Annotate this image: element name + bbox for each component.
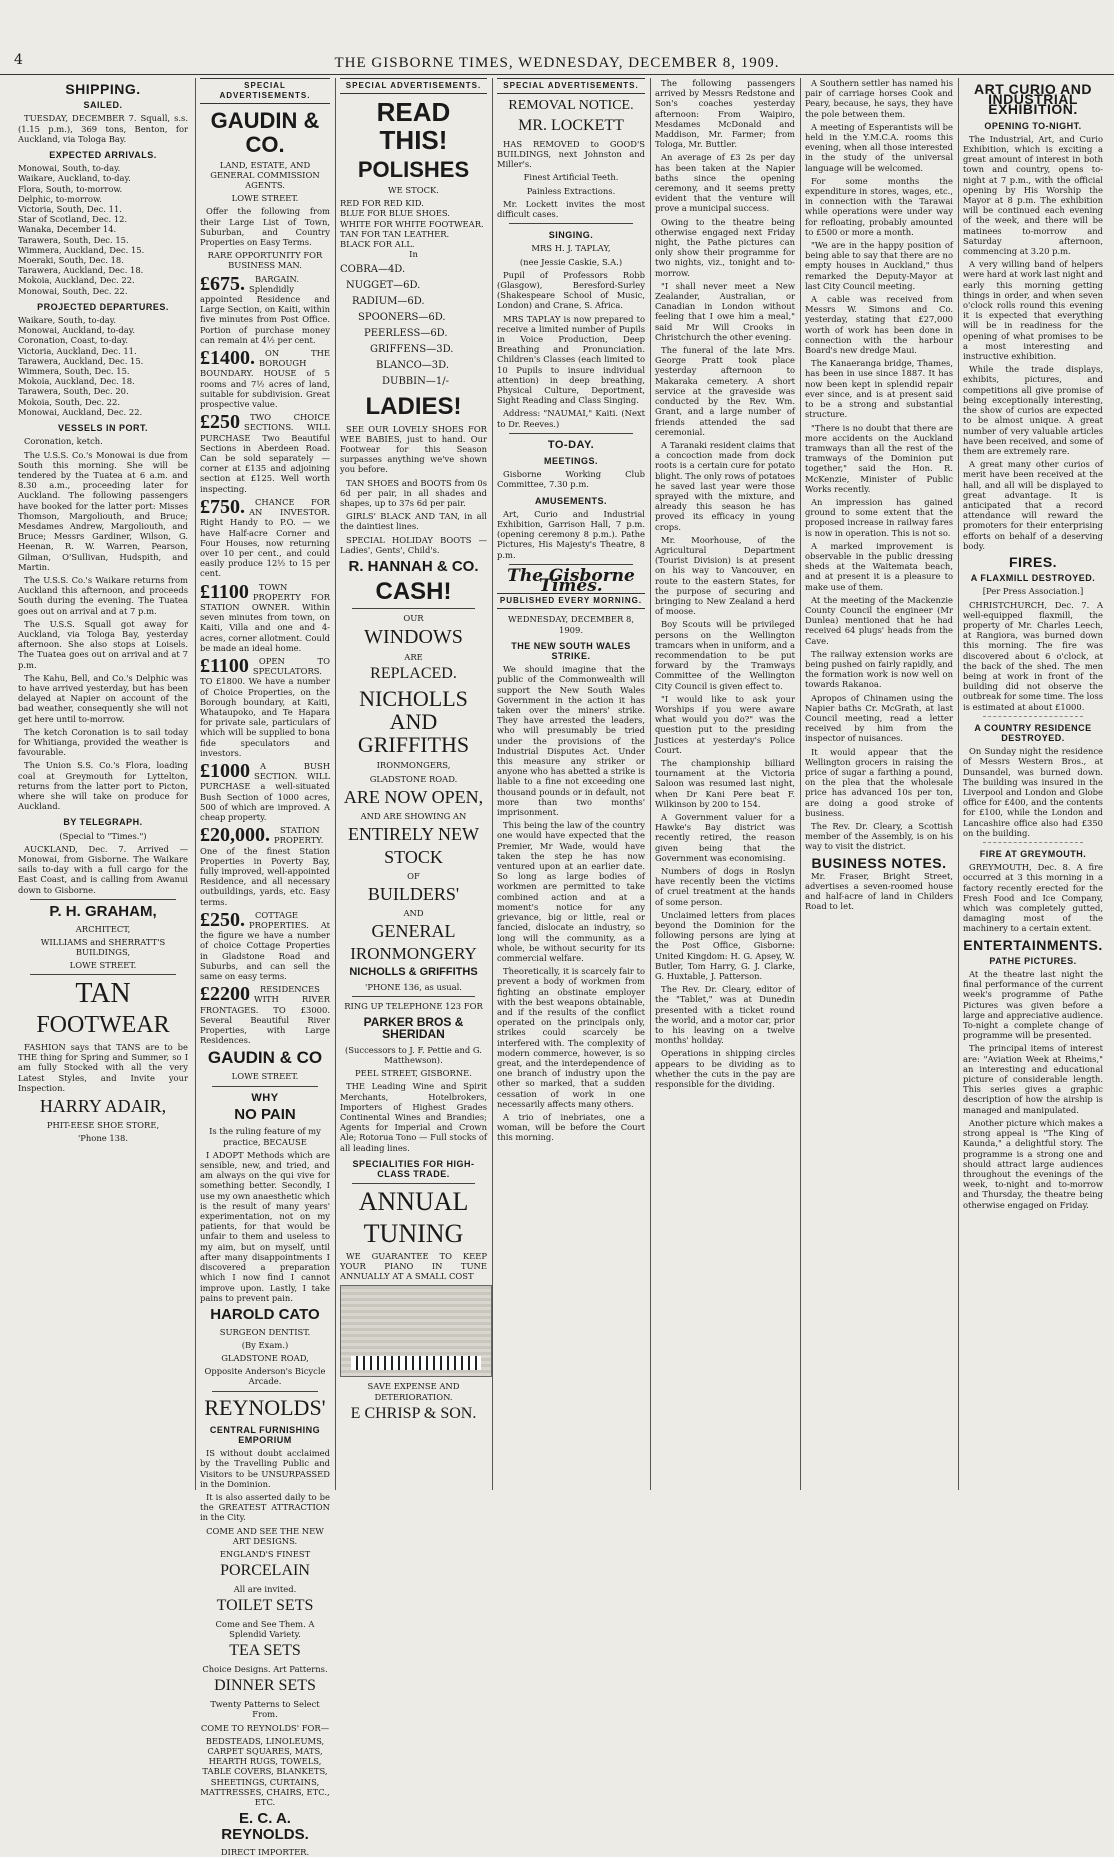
news-paragraph: It would appear that the Wellington grocers in raising the price of sugar a farthing a pound, on the plea that the wholesale price has advanced 10s per ton, are doing a good stroke of business.: [805, 746, 953, 818]
ladies-heading: LADIES!: [365, 393, 462, 421]
list-item: Monowai, South, to-day.: [18, 163, 121, 174]
divider: [983, 716, 1083, 717]
list-item: BLANCO—3D.: [376, 360, 450, 372]
arrivals-list: [18, 163, 188, 296]
ladies-text: GIRLS' BLACK AND TAN, in all the daintiest lines.: [340, 511, 487, 532]
news-paragraph: A Southern settler has named his pair of carriage horses Cook and Peary, because, he says, they have the pole between them.: [805, 78, 953, 119]
cato-address: GLADSTONE ROAD,: [221, 1353, 309, 1364]
tan-heading: TAN: [75, 978, 131, 1010]
list-item: Star of Scotland, Dec. 12.: [18, 214, 128, 225]
list-item: Mokoia, Auckland, Dec. 18.: [18, 376, 135, 387]
list-item: Tarawera, South, Dec. 20.: [18, 386, 129, 397]
adair-phone: 'Phone 138.: [77, 1133, 129, 1144]
news-paragraph: The U.S.S. Co.'s Monowai is due from South this morning. She will be tendered by the Tuatea at 6 a.m. and 8.30 a.m., proceeding later for Auckland. The following passengers have booked for the latter port: Misses Thomson, Margoliouth, and Bruce; Mesdames Andrew, Margoliouth, and Bruce; Messrs Gardiner, Wilson, G. Heenan, R. W. Warren, Pearson, Gilman, O'Sullivan, Hudspith, and Martin.: [18, 449, 188, 572]
gaudin-footer-street: LOWE STREET.: [231, 1071, 299, 1082]
furnishings-list: BEDSTEADS, LINOLEUMS, CARPET SQUARES, MATS, HEARTH RUGS, TOWELS, TABLE COVERS, BLANKETS, SHEETINGS, CURTAINS, MATTRESSES, CHAIRS, ETC., ETC.: [200, 1735, 330, 1808]
divider: [212, 1391, 318, 1392]
column-notes-2: [805, 78, 953, 1490]
eca-name: E. C. A. REYNOLDS.: [221, 1810, 309, 1843]
listing-price: £250: [200, 411, 240, 434]
finest-teeth: Finest Artificial Teeth.: [523, 172, 619, 183]
entirely-new: ENTIRELY NEW: [348, 823, 479, 844]
fires-heading: FIRES.: [1008, 553, 1058, 570]
ng-footer: NICHOLLS & GRIFFITHS: [349, 965, 478, 978]
section-band: SPECIAL ADVERTISEMENTS.: [200, 78, 330, 104]
list-item: Wimmera, Auckland, Dec. 15.: [18, 244, 145, 255]
tea-heading: TEA SETS: [229, 1642, 301, 1660]
news-paragraph: "I would like to ask your Worships if you were aware what would you do?" was the question put to the presiding Justices at yesterday's Police Court.: [655, 693, 795, 755]
list-item: Waikare, South, to-day.: [18, 315, 117, 326]
news-paragraph: The Rev. Dr. Cleary, editor of the "Tablet," was at Dunedin presented with a ticket round the world, and a motor car, prior to his leaving on a twelve months' holiday.: [655, 984, 795, 1046]
amusements-heading: AMUSEMENTS.: [534, 495, 607, 506]
peel-street: PEEL STREET, GISBORNE.: [355, 1068, 472, 1079]
editorial-paragraph: Theoretically, it is scarcely fair to prevent a body of workmen from fighting an obstinate employer with the best weapons obtainable, and if the results of the conflict operated on the principals only, strikes could scarcely be interfered with. The complexity of modern commerce, however, is so great, and the interdependence of one branch of industry upon the other so marked, that a sudden cessation of work in one necessarily affects many others.: [497, 966, 645, 1109]
why-heading: WHY: [251, 1091, 279, 1104]
list-item: Monowai, South, Dec. 22.: [18, 285, 128, 296]
piano-illustration: [340, 1285, 492, 1377]
list-item: GRIFFENS—3D.: [370, 344, 454, 356]
annual-heading: ANNUAL: [358, 1187, 469, 1217]
port-text: Coronation, ketch.: [24, 436, 103, 447]
paper-nameplate: The Gisborne Times.: [507, 565, 635, 596]
exhibition-paragraph: While the trade displays, exhibits, pictures, and competitions all give promise of being exceptionally interesting, the show of curios are expected to be almost unique. A great number of very valuable articles have been received, and some of them are extremely rare.: [963, 364, 1103, 456]
masthead-title: THE GISBORNE TIMES, WEDNESDAY, DECEMBER 8, 1909.: [334, 54, 780, 71]
meetings-heading: MEETINGS.: [543, 455, 598, 466]
footwear-heading: FOOTWEAR: [36, 1011, 170, 1038]
news-paragraph: "There is no doubt that there are more accidents on the Auckland tramways than all the rest of the tramways of the Dominion put together," said the Hon. R. McKenzie, Minister of Public Works recently.: [805, 422, 953, 494]
news-paragraph: The railway extension works are being pushed on fairly rapidly, and the formation work is now well on towards Rakanoa.: [805, 648, 953, 690]
cash-heading: CASH!: [375, 577, 452, 605]
parker-heading: PARKER BROS & SHERIDAN: [363, 1014, 464, 1042]
graham-name: P. H. GRAHAM,: [49, 902, 157, 920]
exhibition-paragraph: A very willing band of helpers were hard at work last night and early this morning getting things in order, and when seven o'clock rolls round this evening it is expected that everything will be in readiness for the opening of what promises to be a most interesting and instructive exhibition.: [963, 259, 1103, 362]
meetings-text: Gisborne Working Club Committee, 7.30 p.m.: [497, 469, 645, 490]
fashion-text: FASHION says that TANS are to be THE thing for Spring and Summer, so I am fully Stocked with all the very Latest Styles, and Invite your Inspection.: [18, 1041, 188, 1093]
list-item: Monowai, Auckland, Dec. 22.: [18, 406, 143, 417]
pathe-heading: PATHE PICTURES.: [989, 955, 1077, 966]
news-paragraph: The Rev. Dr. Cleary, a Scottish member of the Assembly, is on his way to visit the district.: [805, 821, 953, 852]
dinner-sub: Twenty Patterns to Select From.: [210, 1699, 320, 1720]
flaxmill-heading: A FLAXMILL DESTROYED.: [970, 573, 1096, 584]
general-heading: GENERAL: [371, 920, 456, 941]
our-text: OUR: [403, 612, 424, 623]
flaxmill-sub: [Per Press Association.]: [982, 586, 1084, 597]
porcelain-sub: All are invited.: [233, 1584, 297, 1594]
painless: Painless Extractions.: [526, 185, 616, 196]
polish-price-list: [340, 262, 487, 390]
listing: [200, 761, 330, 822]
column-exhibition: [963, 78, 1103, 1490]
divider: [509, 223, 633, 224]
removal-heading: REMOVAL NOTICE.: [508, 98, 634, 114]
shipping-heading: SHIPPING.: [65, 81, 141, 97]
editorial-paragraph: A trio of inebriates, one a woman, will be before the Court this morning.: [497, 1111, 645, 1143]
list-item: Mokoia, Auckland, Dec. 22.: [18, 275, 135, 286]
today-heading: TO-DAY.: [547, 438, 595, 451]
editorial-paragraph: We should imagine that the public of the Commonwealth will support the New South Wales Government in the action it has taken over the miners' strike. They have arrested the leaders, who will presumably be tried under the provisions of the Industrial Disputes Act. Under this measure any striker or anyone who has abetted a strike is liable to a fine not exceeding one thousand pounds or in default, not more than two months' imprisonment.: [497, 664, 645, 818]
listing-text: CHANCE FOR AN INVESTOR. Right Handy to P.O. — we have Half-acre Corner and Four Houses, now returning over 10 per cent., and could easily produce 12½ to 15 per cent.: [200, 496, 330, 579]
list-item: COBRA—4D.: [340, 264, 406, 276]
telegraph-sub: (Special to "Times."): [59, 830, 147, 841]
news-paragraph: The funeral of the late Mrs. George Pratt took place yesterday afternoon to Makaraka cemetery. A short service at the graveside was conducted by the Rev. Wm. Grant, and a large number of friends attended the sad ceremonial.: [655, 345, 795, 437]
news-paragraph: For some months the expenditure in stores, wages, etc., in connection with the Tarawai while operations were under way for refloating, probably amounted to £500 or more a month.: [805, 175, 953, 237]
listing: [200, 984, 330, 1045]
exhibition-paragraph: A great many other curios of merit have been received at the hall, and all will be displayed to great advantage. It is anticipated that a record attendance will reward the promoters for their enterprising efforts on behalf of a deserving body.: [963, 459, 1103, 551]
page-number: 4: [14, 52, 23, 68]
listing-price: £2200: [200, 983, 250, 1006]
parker-sub: (Successors to J. F. Pettie and G. Matthewson).: [345, 1044, 482, 1066]
listing-text: TOWN PROPERTY FOR STATION OWNER. Within seven minutes from town, on Kaiti, Villa and one and 4-acres, corner allotment. Could be made an ideal home.: [200, 581, 330, 653]
divider: [509, 564, 633, 565]
gaudin-heading: GAUDIN & CO.: [210, 108, 320, 157]
divider: [509, 433, 633, 434]
exhibition-paragraph: The Industrial, Art, and Curio Exhibition, which is exciting a great amount of interest in both town and country, opens to-night at 7 p.m., with the official opening by His Worship the Mayor at 8 p.m. The exhibition will be continued each evening of the week, and there will be matinees to-morrow and Saturday afternoon, commencing at 3.20 p.m.: [963, 133, 1103, 257]
section-band: SPECIAL ADVERTISEMENTS.: [497, 78, 645, 94]
list-item: Waikare, Auckland, to-day.: [18, 173, 131, 184]
divider: [983, 842, 1083, 843]
we-stock: WE STOCK.: [388, 184, 439, 195]
sailed-heading: SAILED.: [83, 100, 123, 111]
gaudin-bargain: RARE OPPORTUNITY FOR BUSINESS MAN.: [207, 250, 323, 271]
column-rule: [800, 78, 801, 1490]
list-item: BLUE FOR BLUE SHOES.: [340, 208, 450, 219]
news-paragraph: The following passengers arrived by Messrs Redstone and Son's coaches yesterday afternoon: From Waipiro, Mesdames McDonald and Maddison, Mr. Farmer; from Tologa, Mr. Buttler.: [655, 78, 795, 150]
published-band: PUBLISHED EVERY MORNING.: [497, 593, 645, 609]
country-heading: A COUNTRY RESIDENCE DESTROYED.: [974, 722, 1092, 743]
cato-exam: (By Exam.): [241, 1339, 289, 1350]
ladies-text: SEE OUR LOVELY SHOES FOR WEE BABIES, just to hand. Our Footwear for this Season surpasses anything we've shown you before.: [340, 423, 487, 475]
listing-text: RESIDENCES WITH RIVER FRONTAGES. TO £3000. Several Beautiful River Properties, with Large Residences.: [200, 984, 330, 1046]
gaudin-footer: GAUDIN & CO: [207, 1048, 323, 1068]
guarantee-text: WE GUARANTEE TO KEEP YOUR PIANO IN TUNE ANNUALLY AT A SMALL COST: [340, 1250, 487, 1282]
listing-price: £1000: [200, 759, 250, 782]
column-gaudin: [200, 78, 330, 1857]
greymouth-text: GREYMOUTH, Dec. 8. A fire occurred at 3 this morning in a factory recently erected for the Fresh Food and Ice Company, which was completely gutted, damaging most of the machinery to a certain extent.: [963, 862, 1103, 934]
reynolds-intro-2: It is also asserted daily to be the GREATEST ATTRACTION in the City.: [200, 1491, 330, 1523]
listing-price: £1100: [200, 654, 249, 677]
listing-price: £1100: [200, 580, 249, 603]
section-band: SPECIAL ADVERTISEMENTS.: [340, 78, 487, 94]
gaudin-sub: LAND, ESTATE, AND GENERAL COMMISSION AGENTS.: [210, 159, 320, 190]
list-item: RADIUM—6D.: [352, 296, 425, 308]
ladies-text: SPECIAL HOLIDAY BOOTS — Ladies', Gents', Child's.: [340, 534, 487, 555]
adair-store: PHIT-EESE SHOE STORE,: [46, 1119, 160, 1130]
chrisp-name: E CHRISP & SON.: [350, 1404, 477, 1422]
list-item: RED FOR RED KID.: [340, 198, 424, 209]
listing-text: OPEN TO SPECULATORS. TO £1800. We have a number of Choice Properties, on the Borough boundary, at Kaiti, Whataupoko, and Te Hapara for private sale, particulars of which will be supplied to bona fide speculators and investors.: [200, 655, 330, 758]
news-paragraph: Unclaimed letters from places beyond the Dominion for the following persons are lying at the Post Office, Gisborne: United Kingdom: H. G. Apsey, W. Butler, Tom Harry, G. J. Clarke, G. Huxtable, J. Patterson.: [655, 909, 795, 982]
news-paragraph: The U.S.S. Squall got away for Auckland, via Tologa Bay, yesterday afternoon. She also stops at Loisels. The Tuatea goes out on arrival and at 7 p.m.: [18, 618, 188, 670]
column-rule: [492, 78, 493, 1490]
showing-text: AND ARE SHOWING AN: [360, 810, 467, 821]
port-heading: VESSELS IN PORT.: [57, 423, 149, 434]
builders-heading: BUILDERS': [367, 883, 460, 904]
divider: [352, 608, 475, 609]
news-paragraph: "We are in the happy position of being able to say that there are no empty houses in Auckland," thus remarked the Deputy-Mayor at last City Council meeting.: [805, 240, 953, 291]
column-polishes: [340, 78, 487, 1490]
news-paragraph: Numbers of dogs in Roslyn have recently been the victims of cruel treatment at the hands of some person.: [655, 866, 795, 907]
divider: [30, 899, 176, 900]
reynolds-intro: IS without doubt acclaimed by the Travelling Public and Visitors to be UNSURPASSED in the Dominion.: [200, 1448, 330, 1489]
strike-heading: THE NEW SOUTH WALES STRIKE.: [511, 640, 631, 662]
news-paragraph: The Kanaeranga bridge, Thames, has been in use since 1887. It has now been kept in splendid repair ever since, and is at present said to be a strong and substantial structure.: [805, 358, 953, 420]
column-notes-1: [655, 78, 795, 1490]
column-editorial: [497, 78, 645, 1490]
listing: [200, 656, 330, 758]
taplay-address: Address: "NAUMAI," Kaiti. (Next to Dr. Reeves.): [497, 408, 645, 429]
in-text: In: [409, 249, 418, 260]
listing-text: TWO CHOICE SECTIONS. WILL PURCHASE Two Beautiful Sections in Aberdeen Road. Can be sold separately — corner at £135 and adjoining section at £125. Well worth inspecting.: [200, 412, 330, 494]
divider: [352, 996, 475, 997]
list-item: Tarawera, South, Dec. 15.: [18, 234, 129, 245]
news-paragraph: Mr. Moorhouse, of the Agricultural Department (Tourist Division) is at present on his way to Vancouver, en route to the eastern States, for the purpose of securing and bringing to New Zealand a herd of moose.: [655, 534, 795, 617]
dinner-heading: DINNER SETS: [214, 1677, 316, 1695]
listing-price: £20,000.: [200, 824, 270, 847]
ladies-text: TAN SHOES and BOOTS from 0s 6d per pair, in all shades and shapes, up to 37s 6d per pair.: [340, 477, 487, 508]
list-item: PEERLESS—6D.: [364, 328, 448, 340]
column-rule: [958, 78, 959, 1490]
listing-text: BARGAIN. Splendidly appointed Residence and Large Section, on Kaiti, within five minutes from Post Office. Portion of purchase money can remain at 4½ per cent.: [200, 273, 330, 345]
specialities-heading: SPECIALITIES FOR HIGH-CLASS TRADE.: [352, 1158, 475, 1180]
opening-heading: OPENING TO-NIGHT.: [984, 120, 1082, 131]
gladstone-road: GLADSTONE ROAD.: [369, 773, 458, 784]
lockett-invites: Mr. Lockett invites the most difficult cases.: [497, 198, 645, 219]
news-paragraph: A marked improvement is observable in the public dressing sheds at the Waitemata beach, and at present it is a pleasure to make use of them.: [805, 540, 953, 592]
list-item: BLACK FOR ALL.: [340, 238, 415, 249]
column-shipping: [18, 78, 188, 1490]
list-item: SPOONERS—6D.: [358, 312, 446, 324]
column-rule: [650, 78, 651, 1490]
ng-phone: 'PHONE 136, as usual.: [365, 982, 462, 993]
tuning-heading: TUNING: [363, 1218, 464, 1248]
taplay-name: MRS H. J. TAPLAY,: [531, 243, 611, 254]
departures-list: [18, 315, 188, 417]
tea-sub: Choice Designs. Art Patterns.: [202, 1664, 328, 1675]
gaudin-street: LOWE STREET.: [231, 193, 299, 204]
listing: [200, 274, 330, 345]
country-text: On Sunday night the residence of Messrs Western Bros., at Dunsandel, was burned down. The building was insured in the Liverpool and London and Globe office for £400, and the contents for £100, while the London and Lancashire office also had £350 on the building.: [963, 746, 1103, 838]
cato-address-2: Opposite Anderson's Bicycle Arcade.: [204, 1366, 326, 1387]
porcelain-heading: PORCELAIN: [220, 1562, 310, 1580]
lockett-name: MR. LOCKETT: [518, 116, 624, 134]
departures-heading: PROJECTED DEPARTURES.: [37, 301, 169, 312]
list-item: TAN FOR TAN LEATHER.: [340, 228, 450, 239]
news-paragraph: A meeting of Esperantists will be held in the Y.M.C.A. rooms this evening, when all those interested in the study of the universal language will be welcomed.: [805, 121, 953, 173]
list-item: Victoria, Auckland, Dec. 11.: [18, 345, 137, 356]
listing: [200, 348, 330, 409]
news-paragraph: Apropos of Chinamen using the Napier baths Cr. McGrath, at last Council meeting, read a letter received by him from the inspector of nuisances.: [805, 692, 953, 744]
news-paragraph: The U.S.S. Co.'s Waikare returns from Auckland this afternoon, and proceeds South during the evening. The Tuatea goes out on arrival and at 7 p.m.: [18, 574, 188, 616]
pathe-paragraph: Another picture which makes a strong appeal is "The King of Kaunda," a delightful story. The programme is a strong one and should attract large audiences throughout the evenings of the week, to-night and to-morrow and Thursday, the theatre being otherwise engaged on Friday.: [963, 1117, 1103, 1210]
listing: [200, 910, 330, 981]
divider: [212, 1086, 318, 1087]
save-text: SAVE EXPENSE AND DETERIORATION.: [367, 1381, 460, 1402]
list-item: Tarawera, Auckland, Dec. 18.: [18, 265, 144, 276]
of-text: OF: [407, 870, 420, 881]
news-paragraph: Operations in shipping circles appears to be dividing as to whether the cuts in the pay are responsible for the dividing.: [655, 1048, 795, 1090]
list-item: NUGGET—6D.: [346, 280, 421, 292]
list-item: Moeraki, South, Dec. 18.: [18, 255, 124, 266]
reynolds-come: COME AND SEE THE NEW ART DESIGNS.: [206, 1525, 324, 1546]
listing-text: A BUSH SECTION. WILL PURCHASE a well-situated Bush Section of 1000 acres, 500 of which are improved. A cheap property.: [200, 760, 330, 822]
greymouth-heading: FIRE AT GREYMOUTH.: [979, 849, 1087, 860]
listing-text: COTTAGE PROPERTIES. At the figure we have a number of choice Cottage Properties in Gladstone Road and Suburbs, and can sell the same on easy terms.: [200, 909, 330, 982]
sailed-text: TUESDAY, DECEMBER 7. Squall, s.s. (1.15 p.m.), 369 tons, Benton, for Auckland, via Tologa Bay.: [18, 113, 188, 144]
telegraph-text: AUCKLAND, Dec. 7. Arrived — Monowai, from Gisborne. The Waikare sails to-day with a full cargo for the East Coast, and is calling from Awanui down to Gisborne.: [18, 843, 188, 895]
news-paragraph: A cable was received from Messrs W. Simons and Co. yesterday, stating that £27,000 worth of work has been done in connection with the harbour Board's new dredge Maui.: [805, 294, 953, 356]
news-paragraph: A Taranaki resident claims that a concoction made from dock roots is a certain cure for potato blight. The only rows of potatoes he saved last year were those sprayed with the mixture, and already this season he has proved its efficacy in young crops.: [655, 439, 795, 532]
news-paragraph: The Union S.S. Co.'s Flora, loading coal at Greymouth for Lyttelton, returns from the latter port to Picton, where she will take on produce for Auckland.: [18, 760, 188, 812]
list-item: Mokoia, South, Dec. 22.: [18, 396, 120, 407]
amusements-text: Art, Curio and Industrial Exhibition, Garrison Hall, 7 p.m. (opening ceremony 8 p.m.). Pathe Pictures, His Majesty's Theatre, 8 p.m.: [497, 508, 645, 560]
singing-heading: SINGING.: [548, 230, 594, 241]
are-text: ARE: [404, 652, 423, 663]
taplay-sub: (nee Jessie Caskie, S.A.): [519, 256, 623, 267]
pathe-paragraph: At the theatre last night the final performance of the current week's programme of Pathe Pictures was given before a large and appreciative audience. To-night a complete change of programme will be presented.: [963, 969, 1103, 1041]
pathe-paragraph: The principal items of interest are: "Aviation Week at Rheims," an interesting and educational picture of considerable length. This series gives a graphic description of how the airship is managed and manipulated.: [963, 1043, 1103, 1115]
news-paragraph: An impression has gained ground to some extent that the proposed increase in railway fares is now in operation. This is not so.: [805, 496, 953, 538]
dateline: WEDNESDAY, DECEMBER 8, 1909.: [508, 614, 634, 635]
listing-price: £675.: [200, 272, 245, 295]
ring-up: RING UP TELEPHONE 123 FOR: [344, 1001, 483, 1012]
list-item: Delphic, to-morrow.: [18, 193, 102, 204]
news-paragraph: An average of £3 2s per day has been taken at the Napier baths since the opening ceremony, and it seems pretty evident that the venture will prove a municipal success.: [655, 152, 795, 214]
adair-name: HARRY ADAIR,: [39, 1095, 167, 1116]
news-paragraph: The ketch Coronation is to sail today for Whitianga, provided the weather is favourable.: [18, 726, 188, 758]
and-text: AND: [403, 907, 424, 918]
graham-role: ARCHITECT,: [75, 923, 131, 934]
news-paragraph: The championship billiard tournament at the Victoria Saloon was resumed last night, when Dr Kani Pere beat F. Wilkinson by 200 to 154.: [655, 758, 795, 809]
business-text: Mr. Fraser, Bright Street, advertises a seven-roomed house and half-acre of land in Childers Road to let.: [805, 870, 953, 912]
telegraph-heading: BY TELEGRAPH.: [63, 817, 143, 828]
replaced-heading: REPLACED.: [370, 665, 457, 683]
nicholls-heading: NICHOLLS AND GRIFFITHS: [357, 686, 470, 758]
listing: [200, 582, 330, 653]
cato-name: HAROLD CATO: [210, 1305, 320, 1323]
stock-heading: STOCK: [384, 846, 443, 867]
gaudin-intro: Offer the following from their Large List of Town, Suburban, and Country Properties on Easy Terms.: [200, 206, 330, 248]
reynolds-finest: ENGLAND'S FINEST: [219, 1549, 311, 1559]
listing: [200, 497, 330, 579]
come-to-reynolds: COME TO REYNOLDS' FOR—: [200, 1722, 330, 1733]
toilet-heading: TOILET SETS: [216, 1597, 314, 1615]
no-pain-sub: Is the ruling feature of my practice, BECAUSE: [209, 1126, 321, 1147]
no-pain-heading: NO PAIN: [234, 1105, 296, 1123]
lockett-text: HAS REMOVED to GOOD'S BUILDINGS, next Johnston and Miller's.: [497, 138, 645, 170]
hannah-heading: R. HANNAH & CO.: [348, 557, 479, 575]
taplay-text: MRS TAPLAY is now prepared to receive a limited number of Pupils in Voice Production, Deep Breathing and Pronunciation. Children's Classes (each limited to 10 Pupils to insure individual attention) in deep breathing, Physical Culture, Deportment, Sight Reading and Class Singing.: [497, 313, 645, 406]
news-paragraph: Owing to the theatre being otherwise engaged next Friday night, the Pathe pictures can only show their programme for two nights, viz., tonight and to-morrow.: [655, 216, 795, 278]
reynolds-heading: REYNOLDS': [204, 1394, 326, 1420]
editorial-paragraph: This being the law of the country one would have expected that the Premier, Mr Wade, would have taken the step he has now ventured upon at an earlier date. So long as large bodies of workmen are permitted to take combined action and at a moment's notice for any grievance, big or little, real or fancied, dislocate an industry, so long will the community, as a whole, be without security for its commercial welfare.: [497, 820, 645, 963]
listing-text: STATION PROPERTY. One of the finest Station Properties in Poverty Bay, fully improved, well-appointed Residence, and all necessary outbuildings, yards, etc. Easy terms.: [200, 825, 330, 907]
graham-address: WILLIAMS and SHERRATT'S BUILDINGS,: [40, 936, 166, 957]
divider: [30, 974, 176, 975]
are-now-open: ARE NOW OPEN,: [343, 786, 484, 807]
news-paragraph: At the meeting of the Mackenzie County Council the engineer (Mr Dunlea) mentioned that he had received 64 plugs' heads from the Cave.: [805, 594, 953, 646]
listing: [200, 412, 330, 494]
taplay-text: Pupil of Professors Robb (Glasgow), Beresford-Surley (Shakespeare School of Music, London) and Crane, S. Africa.: [497, 269, 645, 311]
graham-street: LOWE STREET.: [69, 960, 137, 971]
column-rule: [335, 78, 336, 1490]
news-paragraph: The Kahu, Bell, and Co.'s Delphic was to have arrived yesterday, but has been delayed at Napier on account of the bad weather, consequently she will not get here until to-morrow.: [18, 672, 188, 724]
list-item: Wimmera, South, Dec. 15.: [18, 366, 130, 377]
list-item: Wanaka, December 14.: [18, 224, 117, 235]
stock-list: [340, 198, 487, 249]
list-item: WHITE FOR WHITE FOOTWEAR.: [340, 218, 484, 229]
listing-text: ON THE BOROUGH BOUNDARY. HOUSE of 5 rooms and 7½ acres of land, suitable for subdivision. Great prospective value.: [200, 348, 330, 410]
polishes-heading: POLISHES: [357, 156, 470, 182]
no-pain-text: I ADOPT Methods which are sensible, new, and tried, and am always on the qui vive for something better. Secondly, I use my own anaesthetic which is the result of many years' experimentation, not on my patients, for that would be unfair to them and useless to my aim, but on myself, until after many disappointments I discovered a preparation which I now find I cannot improve upon. Lastly, I take pains to prevent pain.: [200, 1149, 330, 1303]
arrivals-heading: EXPECTED ARRIVALS.: [49, 150, 157, 161]
column-rule: [195, 78, 196, 1490]
business-notes-heading: BUSINESS NOTES.: [811, 854, 947, 871]
ironmongers: IRONMONGERS,: [376, 760, 451, 771]
news-paragraph: "I shall never meet a New Zealander, Australian, or Canadian in London without feeling that I owe him a meal," said Mr Will Crooks in Christchurch the other evening.: [655, 280, 795, 342]
news-paragraph: Boy Scouts will be privileged persons on the Wellington tramcars when in uniform, and a recommendation to be put forward by the Tramways Committee of the Wellington City Council is given effect to.: [655, 619, 795, 691]
masthead: [0, 52, 1114, 75]
ironmongery-heading: IRONMONGERY: [350, 943, 477, 963]
toilet-sub: Come and See Them. A Splendid Variety.: [215, 1619, 315, 1640]
list-item: Monowai, Auckland, to-day.: [18, 325, 136, 336]
parker-text: THE Leading Wine and Spirit Merchants, Hotelbrokers, Importers of Highest Grades Continental Wines and Brandies; Agents for Imperial and Crown Ale; Rotorua Tono — Full stocks of all leading lines.: [340, 1081, 487, 1153]
divider: [352, 1183, 475, 1184]
listing: [200, 825, 330, 907]
list-item: Flora, South, to-morrow.: [18, 183, 123, 194]
eca-role: DIRECT IMPORTER.: [220, 1846, 310, 1857]
listing-price: £250.: [200, 908, 245, 931]
exhibition-heading: ART CURIO AND INDUSTRIAL EXHIBITION.: [974, 81, 1092, 118]
entertainments-heading: ENTERTAINMENTS.: [963, 936, 1103, 953]
reynolds-sub: CENTRAL FURNISHING EMPORIUM: [209, 1424, 321, 1445]
list-item: DUBBIN—1/-: [382, 376, 449, 388]
listing-price: £750.: [200, 495, 245, 518]
list-item: Coronation, Coast, to-day.: [18, 335, 128, 346]
list-item: Victoria, South, Dec. 11.: [18, 204, 122, 215]
flaxmill-text: CHRISTCHURCH, Dec. 7. A well-equipped flaxmill, the property of Mr. Charles Leech, at Rangiora, was burned down this morning. The fire was discovered about 6 o'clock, at the back of the shed. The men being at work in front of the building did not observe the outbreak for some time. The loss is estimated at about £1000.: [963, 599, 1103, 712]
list-item: Tarawera, Auckland, Dec. 15.: [18, 355, 144, 366]
windows-heading: WINDOWS: [364, 626, 463, 649]
listing-price: £1400.: [200, 347, 255, 370]
read-this-heading: READ THIS!: [376, 97, 451, 155]
cato-role: SURGEON DENTIST.: [219, 1326, 311, 1337]
news-paragraph: A Government valuer for a Hawke's Bay district was recently retired, the reason given being that the Government was economising.: [655, 812, 795, 863]
